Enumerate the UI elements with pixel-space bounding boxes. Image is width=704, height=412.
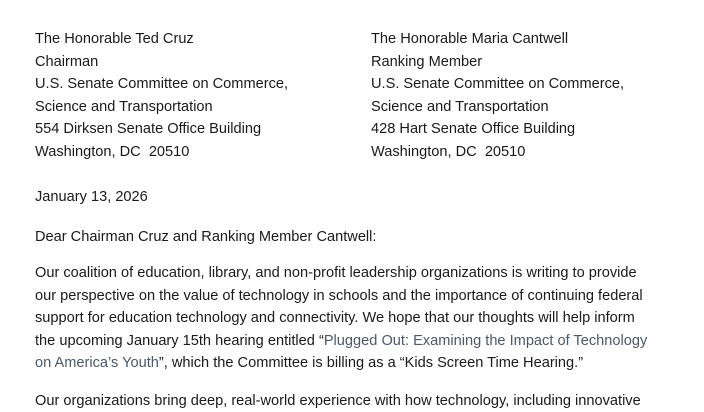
address-line: U.S. Senate Committee on Commerce,	[35, 76, 289, 93]
address-line: The Honorable Maria Cantwell	[371, 31, 569, 47]
paragraph-text: ”, which the Committee is billing as a “Kids Screen Time Hearing.”	[158, 355, 584, 372]
address-line: Washington, DC 20510	[35, 143, 190, 160]
address-line: Washington, DC 20510	[371, 143, 526, 160]
address-line: 428 Hart Senate Office Building	[371, 121, 576, 138]
hearing-title: Plugged Out: Examining the Impact of Technology	[323, 332, 648, 349]
address-line: The Honorable Ted Cruz	[35, 31, 194, 47]
salutation: Dear Chairman Cruz and Ranking Member Cantwell:	[35, 229, 377, 245]
address-line: Chairman	[35, 53, 99, 70]
address-line: Ranking Member	[371, 53, 483, 70]
paragraph-line: Our organizations bring deep, real-world experience with how technology, including innovative	[35, 393, 641, 409]
paragraph-line	[35, 330, 675, 353]
chairman-address-block	[35, 28, 288, 164]
address-line: 554 Dirksen Senate Office Building	[35, 121, 262, 138]
body-paragraph-2	[35, 390, 675, 412]
address-line: U.S. Senate Committee on Commerce,	[371, 76, 625, 93]
paragraph-line	[35, 352, 675, 375]
address-line: Science and Transportation	[371, 98, 549, 115]
ranking-member-address-block	[371, 28, 624, 164]
body-paragraph-1	[35, 262, 675, 375]
paragraph-line: Our coalition of education, library, and non-profit leadership organizations is writing to provide	[35, 265, 637, 281]
hearing-title-continued: on America’s Youth	[35, 355, 159, 372]
paragraph-line: our perspective on the value of technology in schools and the importance of continuing federal	[35, 287, 643, 304]
address-line: Science and Transportation	[35, 98, 213, 115]
letter-date: January 13, 2026	[35, 189, 148, 205]
paragraph-line: support for education technology and connectivity. We hope that our thoughts will help inform	[35, 310, 635, 327]
paragraph-text: the upcoming January 15th hearing entitled “	[35, 332, 324, 349]
